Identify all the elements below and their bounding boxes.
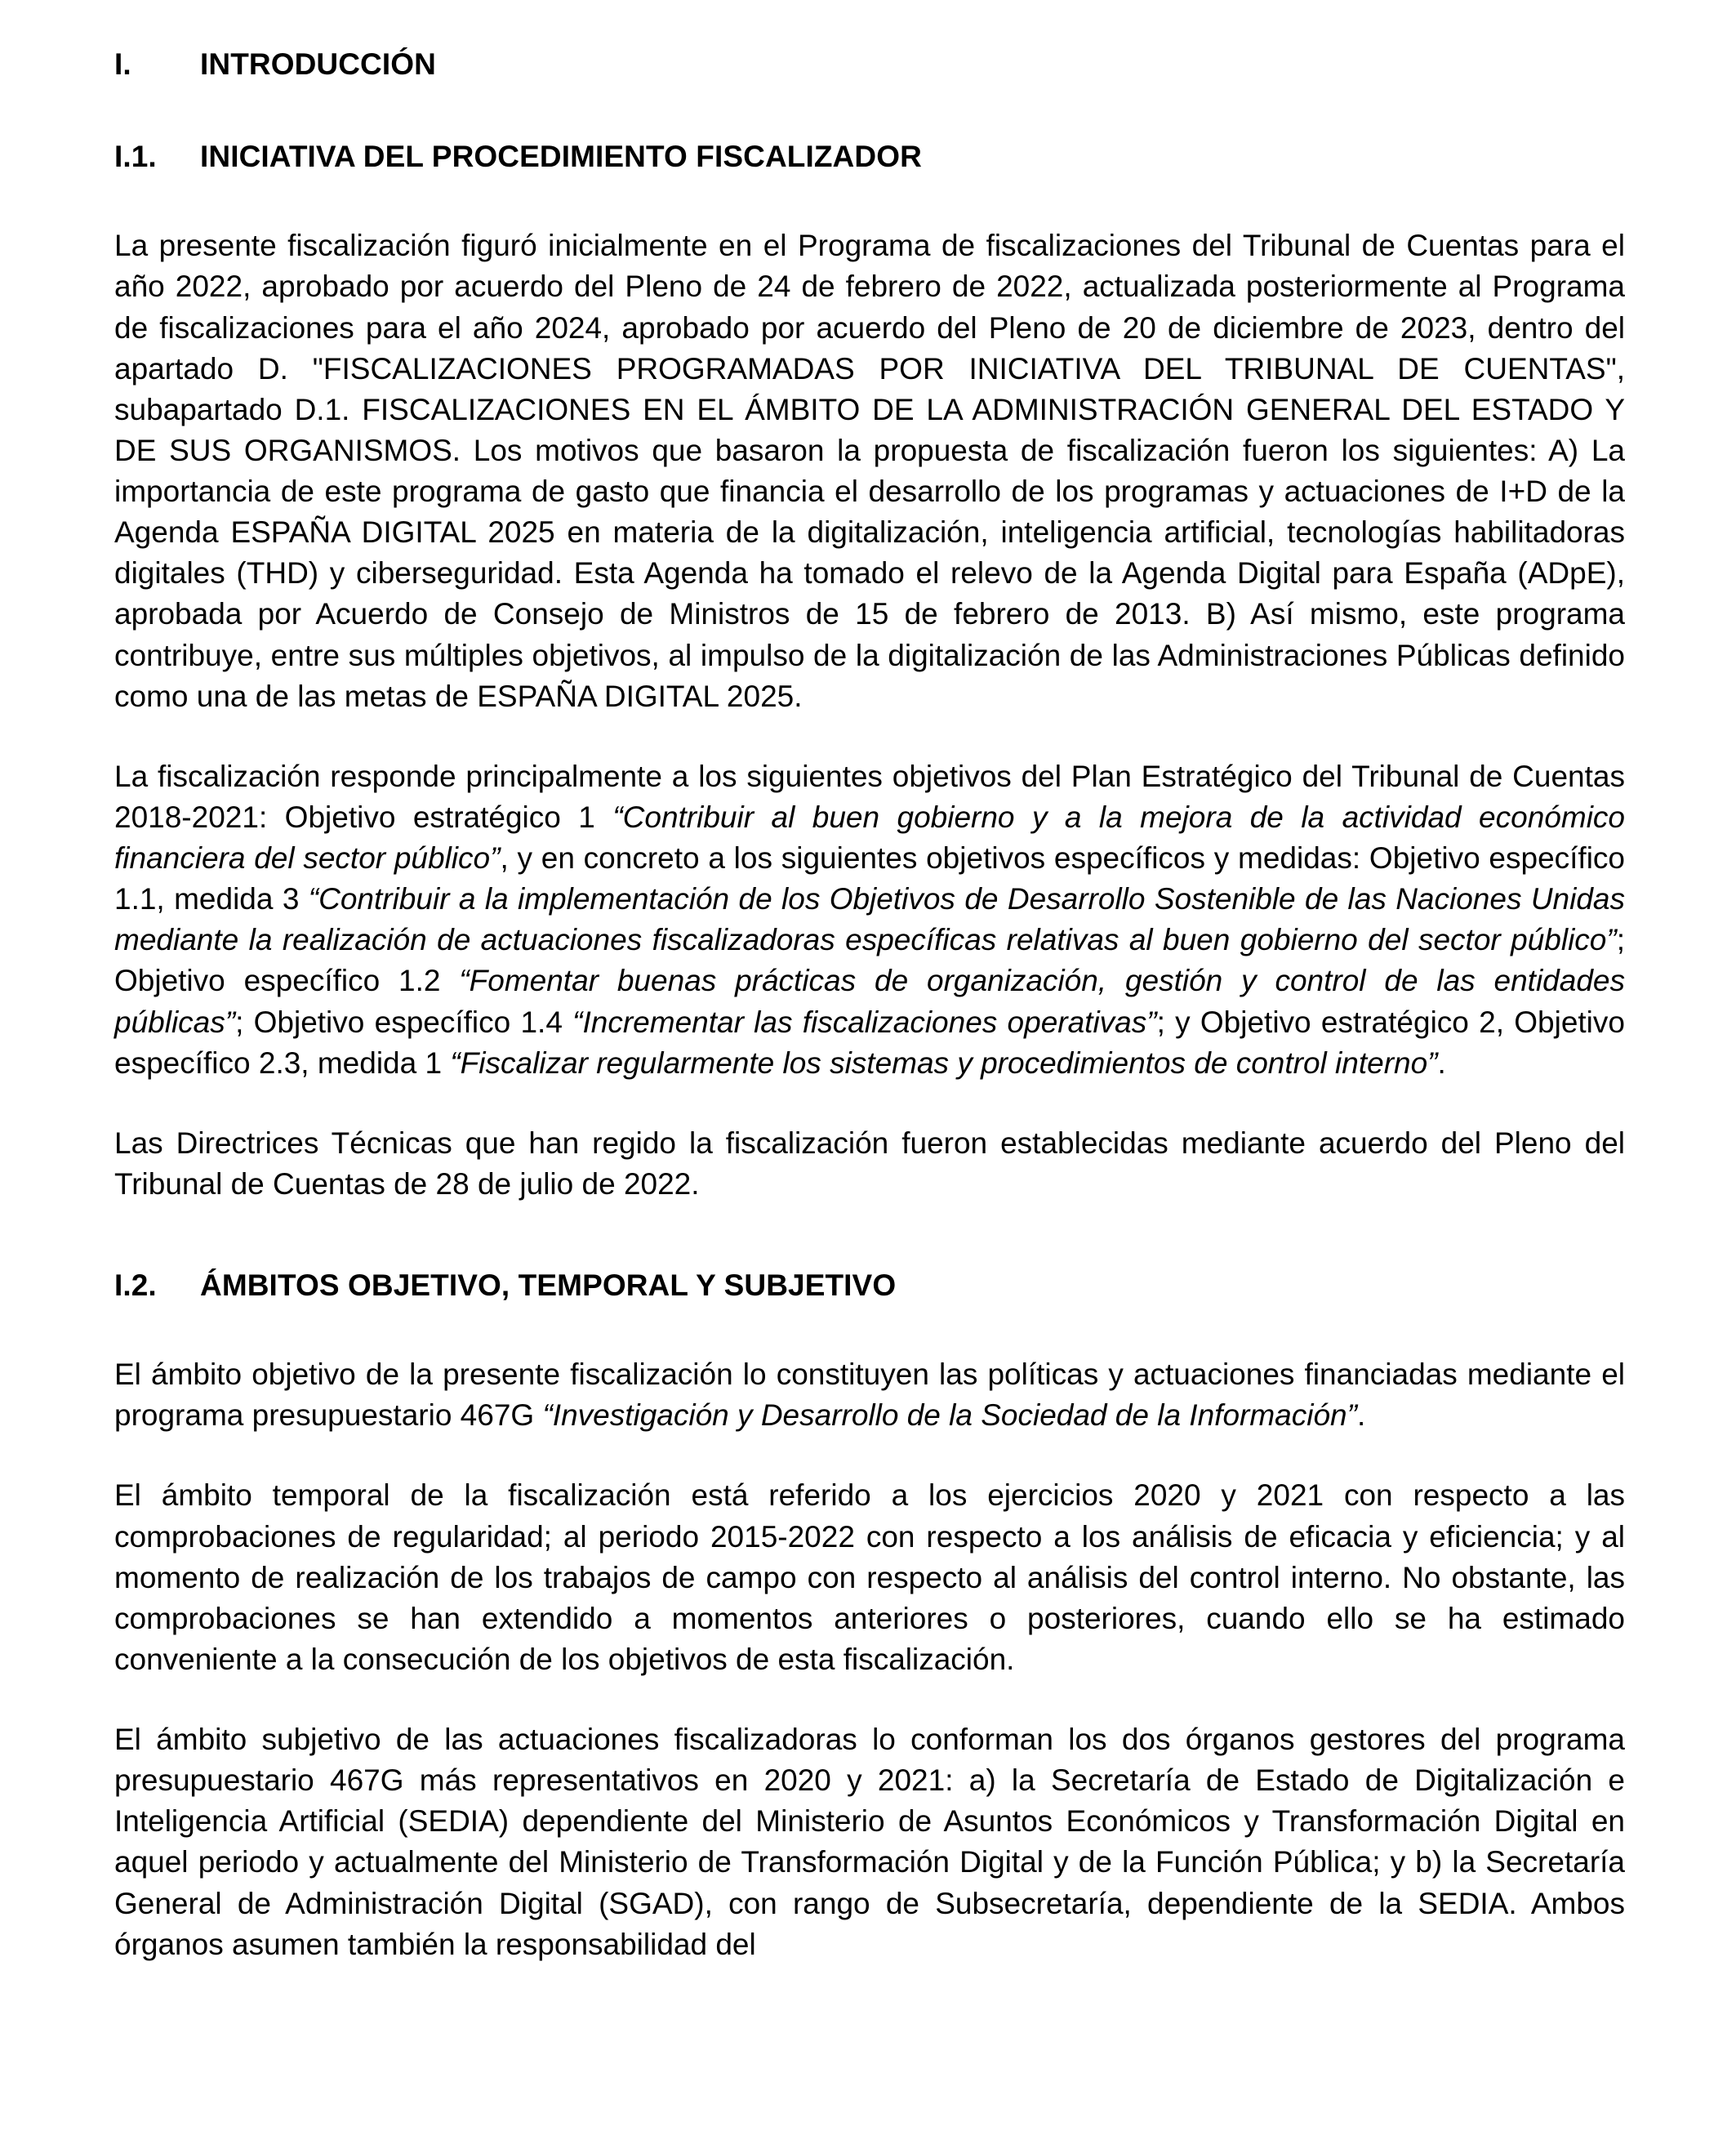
paragraph-text-segment: ; Objetivo específico 1.4 xyxy=(235,1005,573,1039)
paragraph-ambito-temporal xyxy=(114,1475,1625,1680)
spacer xyxy=(114,1084,1625,1123)
paragraph-text-segment: ; Objetivo específico 1.2 xyxy=(114,923,1625,998)
quote-objetivo-especifico-1-4: “Incrementar las fiscalizaciones operativas” xyxy=(572,1005,1157,1039)
section-heading-introduccion xyxy=(114,46,1625,82)
section-number-i: I. xyxy=(114,47,131,81)
section-title-ambitos: ÁMBITOS OBJETIVO, TEMPORAL Y SUBJETIVO xyxy=(200,1268,897,1302)
paragraph-text: El ámbito temporal de la fiscalización está referido a los ejercicios 2020 y 2021 con respecto a las comprobaciones de regularidad; al periodo 2015-2022 con respecto a los análisis de eficacia y eficiencia; y al momento de realización de los trabajos de campo con respecto al análisis del control interno. No obstante, las comprobaciones se han extendido a momentos anteriores o posteriores, cuando ello se ha estimado conveniente a la consecución de los objetivos de esta fiscalización. xyxy=(114,1478,1625,1676)
paragraph-text-segment: El ámbito objetivo de la presente fiscalización lo constituyen las políticas y actuaciones financiadas mediante el programa presupuestario 467G xyxy=(114,1358,1625,1433)
section-number-i1: I.1. xyxy=(114,140,157,174)
spacer xyxy=(114,1436,1625,1475)
quote-objetivo-especifico-2-3: “Fiscalizar regularmente los sistemas y procedimientos de control interno” xyxy=(450,1045,1438,1080)
section-heading-ambitos xyxy=(114,1267,1625,1304)
document-content xyxy=(114,46,1625,1965)
paragraph-text-segment: La fiscalización responde principalmente a los siguientes objetivos del Plan Estratégico del Tribunal de Cuentas 2018-2021: Objetivo estratégico 1 xyxy=(114,759,1625,834)
section-number-i2: I.2. xyxy=(114,1268,157,1302)
spacer xyxy=(114,1680,1625,1719)
quote-objetivo-especifico-1-2: “Fomentar buenas prácticas de organización, gestión y control de las entidades públicas” xyxy=(114,964,1625,1039)
paragraph-ambito-subjetivo xyxy=(114,1719,1625,1965)
quote-programa-467g: “Investigación y Desarrollo de la Sociedad de la Información” xyxy=(542,1398,1357,1433)
paragraph-text: El ámbito subjetivo de las actuaciones fiscalizadoras lo conforman los dos órganos gestores del programa presupuestario 467G más representativos en 2020 y 2021: a) la Secretaría de Estado de Digitalización e Inteligencia Artificial (SEDIA) dependiente del Ministerio de Asuntos Económicos y Transformación Digital en aquel periodo y actualmente del Ministerio de Transformación Digital y de la Función Pública; y b) la Secretaría General de Administración Digital (SGAD), con rango de Subsecretaría, dependiente de la SEDIA. Ambos órganos asumen también la responsabilidad del xyxy=(114,1723,1625,1961)
paragraph-directrices-tecnicas xyxy=(114,1123,1625,1205)
paragraph-objetivos-plan-estrategico xyxy=(114,756,1625,1084)
section-title-introduccion: INTRODUCCIÓN xyxy=(200,47,436,81)
spacer xyxy=(114,175,1625,225)
paragraph-text-segment: , y en concreto a los siguientes objetivos específicos y medidas: Objetivo específico 1.1, medida 3 xyxy=(114,841,1626,916)
spacer xyxy=(114,717,1625,756)
quote-objetivo-estrategico-1: “Contribuir al buen gobierno y a la mejora de la actividad económico financiera del sector público” xyxy=(114,800,1625,875)
paragraph-text-segment: . xyxy=(1437,1045,1446,1080)
section-title-iniciativa: INICIATIVA DEL PROCEDIMIENTO FISCALIZADOR xyxy=(200,140,922,174)
section-heading-iniciativa xyxy=(114,138,1625,175)
paragraph-ambito-objetivo xyxy=(114,1354,1625,1436)
paragraph-text: Las Directrices Técnicas que han regido la fiscalización fueron establecidas mediante acuerdo del Pleno del Tribunal de Cuentas de 28 de julio de 2022. xyxy=(114,1126,1625,1201)
paragraph-iniciativa-origen xyxy=(114,225,1625,717)
spacer xyxy=(114,1304,1625,1354)
paragraph-text: La presente fiscalización figuró inicialmente en el Programa de fiscalizaciones del Tribunal de Cuentas para el año 2022, aprobado por acuerdo del Pleno de 24 de febrero de 2022, actualizada posteriormente al Programa de fiscalizaciones para el año 2024, aprobado por acuerdo del Pleno de 20 de diciembre de 2023, dentro del apartado D. "FISCALIZACIONES PROGRAMADAS POR INICIATIVA DEL TRIBUNAL DE CUENTAS", subapartado D.1. FISCALIZACIONES EN EL ÁMBITO DE LA ADMINISTRACIÓN GENERAL DEL ESTADO Y DE SUS ORGANISMOS. Los motivos que basaron la propuesta de fiscalización fueron los siguientes: A) La importancia de este programa de gasto que financia el desarrollo de los programas y actuaciones de I+D de la Agenda ESPAÑA DIGITAL 2025 en materia de la digitalización, inteligencia artificial, tecnologías habilitadoras digitales (THD) y ciberseguridad. Esta Agenda ha tomado el relevo de la Agenda Digital para España (ADpE), aprobada por Acuerdo de Consejo de Ministros de 15 de febrero de 2013. B) Así mismo, este programa contribuye, entre sus múltiples objetivos, al impulso de la digitalización de las Administraciones Públicas definido como una de las metas de ESPAÑA DIGITAL 2025. xyxy=(114,229,1625,713)
quote-objetivo-especifico-1-1: “Contribuir a la implementación de los Objetivos de Desarrollo Sostenible de las Naciones Unidas mediante la realización de actuaciones fiscalizadoras específicas relativas al buen gobierno del sector público” xyxy=(114,882,1625,957)
paragraph-text-segment: . xyxy=(1356,1398,1366,1433)
spacer xyxy=(114,1205,1625,1267)
spacer xyxy=(114,82,1625,138)
paragraph-text-segment: ; y Objetivo estratégico 2, Objetivo específico 2.3, medida 1 xyxy=(114,1005,1625,1080)
